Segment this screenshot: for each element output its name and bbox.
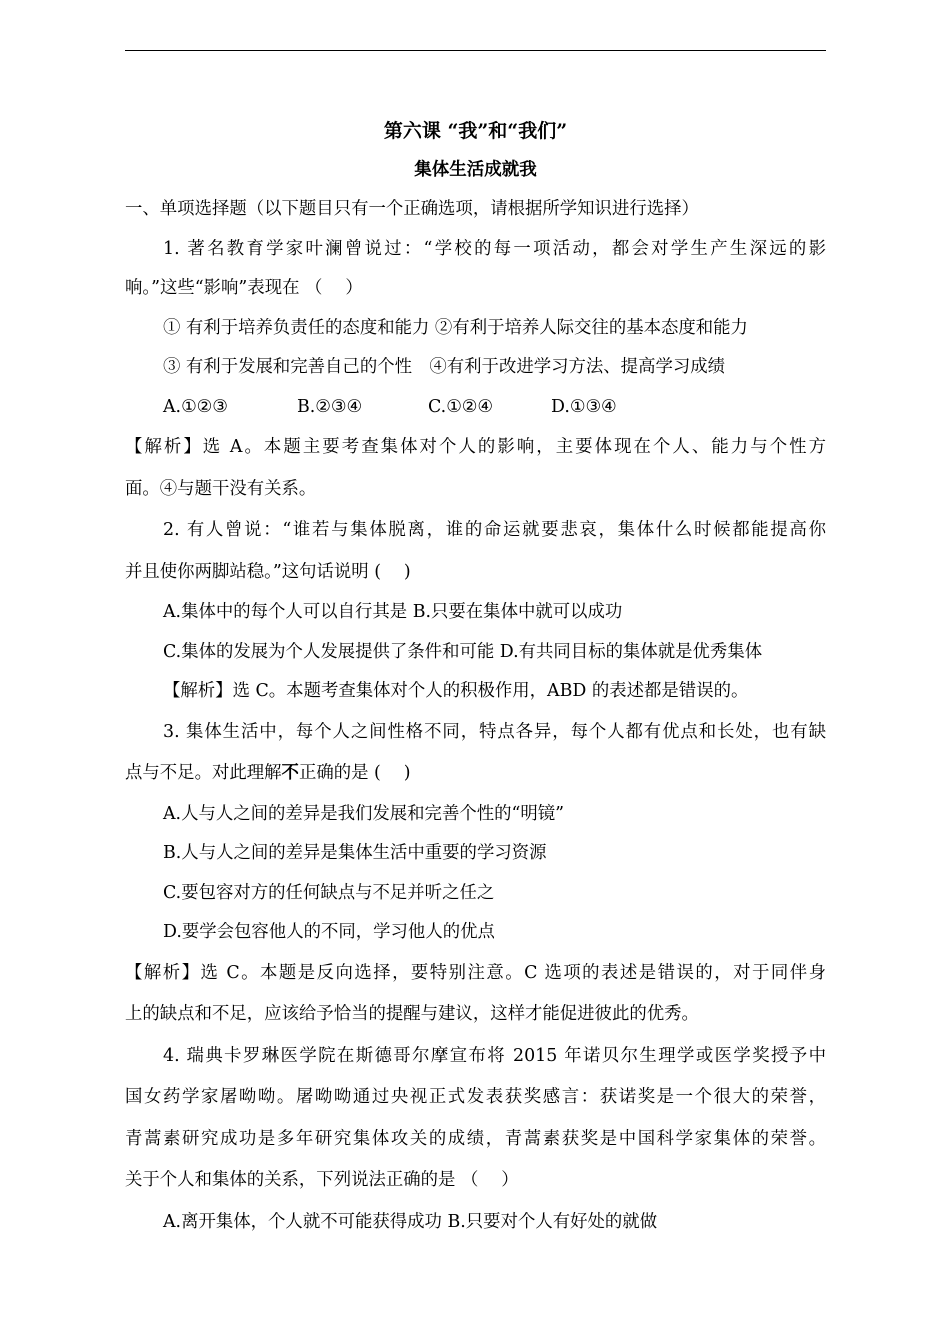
q4-stem-line4: 关于个人和集体的关系，下列说法正确的是 （ ） xyxy=(125,1170,519,1190)
q3-stem-line1: 3. 集体生活中，每个人之间性格不同，特点各异，每个人都有优点和长处，也有缺 xyxy=(163,721,826,742)
q3-analysis-line1: 【解析】选 C。本题是反向选择，要特别注意。C 选项的表述是错误的，对于同伴身 xyxy=(125,962,826,983)
q3-option-a: A.人与人之间的差异是我们发展和完善个性的“明镜” xyxy=(163,803,565,824)
page-subtitle: 集体生活成就我 xyxy=(414,160,537,180)
q2-stem-line2: 并且使你两脚站稳。”这句话说明 ( ) xyxy=(125,561,411,582)
q1-option-d: D.①③④ xyxy=(551,396,617,417)
section-heading: 一、单项选择题（以下题目只有一个正确选项，请根据所学知识进行选择） xyxy=(125,199,699,219)
page-title: 第六课 “我”和“我们” xyxy=(383,120,568,142)
q1-option-b: B.②③④ xyxy=(297,396,363,417)
q2-analysis: 【解析】选 C。本题考查集体对个人的积极作用，ABD 的表述都是错误的。 xyxy=(163,681,749,701)
q3-stem-post: 正确的是 ( ) xyxy=(298,763,411,783)
q3-stem-line2 xyxy=(125,753,826,795)
q3-option-d: D.要学会包容他人的不同，学习他人的优点 xyxy=(163,922,495,942)
q2-options-line1: A.集体中的每个人可以自行其是 B.只要在集体中就可以成功 xyxy=(163,602,623,622)
q1-analysis-line2: 面。④与题干没有关系。 xyxy=(125,478,317,499)
q1-stem-line1: 1. 著名教育学家叶澜曾说过：“学校的每一项活动，都会对学生产生深远的影 xyxy=(163,238,826,259)
q3-stem-emphasis: 不 xyxy=(281,763,299,783)
q1-option-c: C.①②④ xyxy=(428,396,493,417)
q1-item-line2: ③ 有利于发展和完善自己的个性 ④有利于改进学习方法、提高学习成绩 xyxy=(163,357,726,377)
q3-analysis-line2: 上的缺点和不足，应该给予恰当的提醒与建议，这样才能促进彼此的优秀。 xyxy=(125,1004,699,1024)
q4-options-line1: A.离开集体，个人就不可能获得成功 B.只要对个人有好处的就做 xyxy=(163,1211,658,1232)
q3-option-c: C.要包容对方的任何缺点与不足并听之任之 xyxy=(163,882,495,903)
q2-options-line2: C.集体的发展为个人发展提供了条件和可能 D.有共同目标的集体就是优秀集体 xyxy=(163,641,763,662)
q3-option-b: B.人与人之间的差异是集体生活中重要的学习资源 xyxy=(163,843,547,863)
document-body xyxy=(125,112,826,1243)
q4-stem-line2: 国女药学家屠呦呦。屠呦呦通过央视正式发表获奖感言：获诺奖是一个很大的荣誉， xyxy=(125,1087,826,1107)
q1-option-a: A.①②③ xyxy=(163,396,228,417)
q3-stem-pre: 点与不足。对此理解 xyxy=(125,763,282,783)
q4-stem-line3: 青蒿素研究成功是多年研究集体攻关的成绩，青蒿素获奖是中国科学家集体的荣誉。 xyxy=(125,1128,826,1149)
q2-stem-line1: 2. 有人曾说：“谁若与集体脱离，谁的命运就要悲哀，集体什么时候都能提高你 xyxy=(163,520,826,540)
q1-analysis-line1: 【解析】选 A。本题主要考查集体对个人的影响，主要体现在个人、能力与个性方 xyxy=(125,437,826,457)
q1-options xyxy=(125,388,826,428)
q1-item-line1: ① 有利于培养负责任的态度和能力 ②有利于培养人际交往的基本态度和能力 xyxy=(163,317,748,338)
header-rule xyxy=(125,50,826,51)
q4-stem-line1: 4. 瑞典卡罗琳医学院在斯德哥尔摩宣布将 2015 年诺贝尔生理学或医学奖授予中 xyxy=(163,1045,826,1066)
q1-stem-line2: 响。”这些“影响”表现在 （ ） xyxy=(125,278,363,298)
